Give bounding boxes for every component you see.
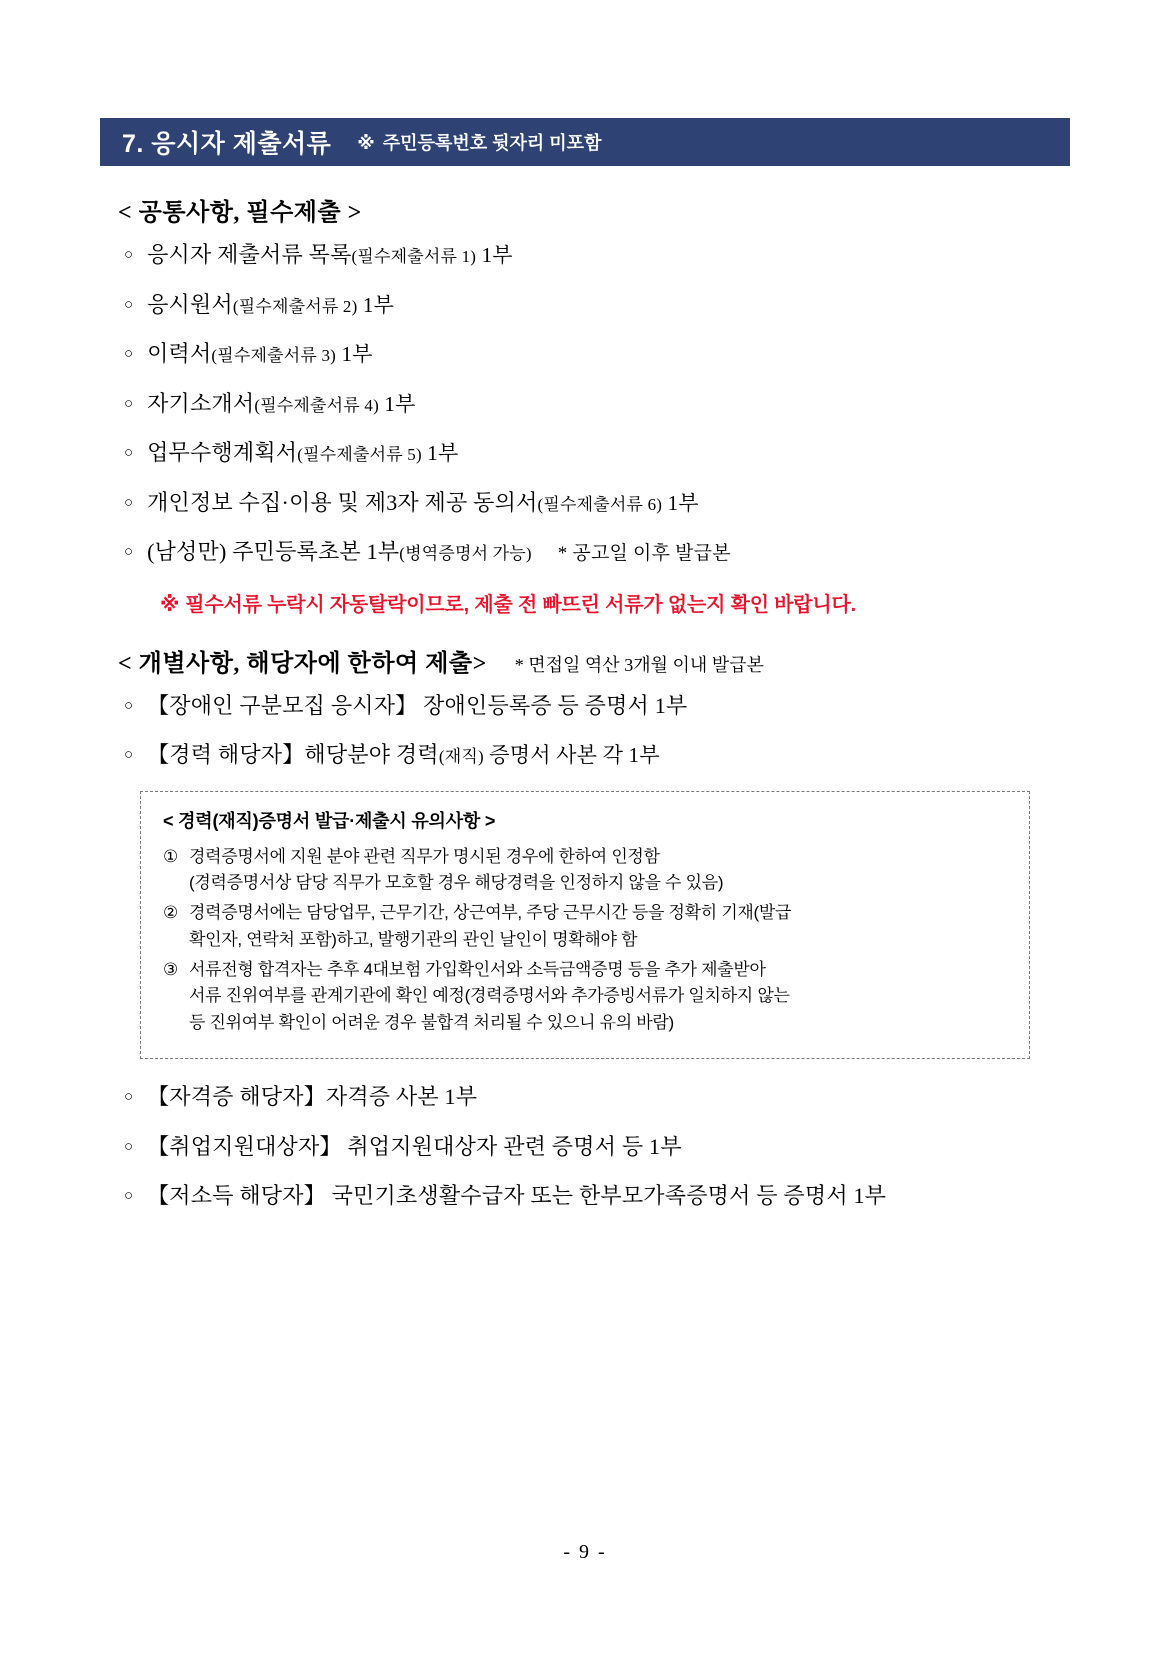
individual-section-heading-text: < 개별사항, 해당자에 한하여 제출> xyxy=(118,650,487,677)
list-item-note: (필수제출서류 1) xyxy=(351,247,477,266)
list-item-note: (필수제출서류 5) xyxy=(297,445,422,464)
list-item xyxy=(124,1083,1070,1111)
section-note xyxy=(357,129,601,155)
common-document-list xyxy=(100,241,1070,566)
circle-bullet-icon: ○ xyxy=(124,1089,134,1106)
note-box-row xyxy=(163,844,1007,897)
list-item-label xyxy=(147,538,731,566)
list-item-label xyxy=(147,340,373,368)
list-item-label xyxy=(147,489,699,517)
list-item-label: 【취업지원대상자】 취업지원대상자 관련 증명서 등 1부 xyxy=(147,1133,682,1159)
warning-text: 필수서류 누락시 자동탈락이므로, 제출 전 빠뜨린 서류가 없는지 확인 바랍니다. xyxy=(185,593,857,616)
circle-bullet-icon: ○ xyxy=(124,697,134,714)
note-number-icon: ② xyxy=(163,903,179,923)
list-item-main: 【장애인 구분모집 응시자】 장애인등록증 등 증명서 1부 xyxy=(147,692,688,718)
note-row-text xyxy=(189,957,1007,1036)
page-number: - 9 - xyxy=(563,1541,607,1563)
circle-bullet-icon: ○ xyxy=(124,346,134,362)
reference-mark-icon: ※ xyxy=(160,593,180,616)
list-item-main: 자기소개서 xyxy=(147,390,255,416)
list-item-note: (필수제출서류 3) xyxy=(211,346,337,365)
circle-bullet-icon: ○ xyxy=(124,395,134,412)
list-item-count: 1부 xyxy=(421,441,459,465)
section-header-bar xyxy=(100,118,1070,166)
list-item-main: (남성만) 주민등록초본 1부 xyxy=(147,539,400,564)
list-item-label xyxy=(147,291,394,319)
individual-section-heading-note: * 면접일 역산 3개월 이내 발급본 xyxy=(514,654,764,675)
note-number-icon: ③ xyxy=(163,960,179,980)
reference-mark-icon: ※ xyxy=(357,133,375,153)
career-certificate-note-box xyxy=(140,791,1030,1059)
note-row-line: 확인자, 연락처 포함)하고, 발행기관의 관인 날인이 명확해야 함 xyxy=(189,929,638,949)
list-item xyxy=(124,439,1070,467)
list-item-label xyxy=(147,439,458,467)
list-item-main: 【경력 해당자】해당분야 경력 xyxy=(147,742,439,768)
list-item-main: 업무수행계획서 xyxy=(147,440,298,465)
note-row-line: 경력증명서에 지원 분야 관련 직무가 명시된 경우에 한하여 인정함 xyxy=(189,846,660,866)
individual-document-list-top xyxy=(100,692,1070,769)
note-row-line: (경력증명서상 담당 직무가 모호할 경우 해당경력을 인정하지 않을 수 있음) xyxy=(189,872,724,892)
list-item-main: 개인정보 수집·이용 및 제3자 제공 동의서 xyxy=(147,489,538,515)
common-section-heading xyxy=(118,192,1070,227)
list-item xyxy=(124,340,1070,368)
list-item xyxy=(124,291,1070,319)
list-item-main: 이력서 xyxy=(147,341,212,366)
note-row-line: 등 진위여부 확인이 어려운 경우 불합격 처리될 수 있으니 유의 바람) xyxy=(189,1012,674,1032)
list-item-note: (재직) xyxy=(438,747,484,767)
list-item-count: 증명서 사본 각 1부 xyxy=(483,743,660,768)
individual-document-list-bottom xyxy=(100,1083,1070,1210)
list-item xyxy=(124,390,1070,418)
list-item-count: 1부 xyxy=(336,342,373,366)
circle-bullet-icon: ○ xyxy=(124,1188,134,1205)
list-item-main: 응시원서 xyxy=(147,291,233,317)
list-item-count: 1부 xyxy=(476,243,513,267)
list-item-label xyxy=(147,390,416,418)
list-item-label xyxy=(147,741,660,769)
list-item xyxy=(124,241,1070,269)
list-item-count: 1부 xyxy=(662,490,699,515)
section-note-text: 주민등록번호 뒷자리 미포함 xyxy=(382,133,602,153)
circle-bullet-icon: ○ xyxy=(124,494,134,511)
circle-bullet-icon: ○ xyxy=(124,296,134,313)
list-item-label: 【저소득 해당자】 국민기초생활수급자 또는 한부모가족증명서 등 증명서 1부 xyxy=(147,1183,887,1209)
circle-bullet-icon: ○ xyxy=(124,247,134,263)
list-item-note: (병역증명서 가능) xyxy=(399,544,532,563)
note-box-row xyxy=(163,957,1007,1036)
list-item xyxy=(124,489,1070,517)
list-item-main: 응시자 제출서류 목록 xyxy=(147,242,352,267)
list-item-note: (필수제출서류 2) xyxy=(232,296,358,316)
note-box-title: < 경력(재직)증명서 발급·제출시 유의사항 > xyxy=(163,810,496,831)
list-item-note: (필수제출서류 4) xyxy=(254,395,379,415)
note-row-text xyxy=(189,844,1007,897)
note-number-icon: ① xyxy=(163,846,179,866)
list-item xyxy=(124,741,1070,769)
circle-bullet-icon: ○ xyxy=(124,1138,134,1155)
note-box-row xyxy=(163,900,1007,953)
list-item xyxy=(124,538,1070,566)
common-section-heading-text: < 공통사항, 필수제출 > xyxy=(118,200,362,226)
list-item-label xyxy=(147,241,513,269)
note-row-text xyxy=(189,900,1007,953)
circle-bullet-icon: ○ xyxy=(124,544,134,560)
note-row-line: 서류 진위여부를 관계기관에 확인 예정(경력증명서와 추가증빙서류가 일치하지 않는 xyxy=(189,986,790,1006)
list-item xyxy=(124,692,1070,720)
list-item-label xyxy=(147,692,687,720)
required-documents-warning xyxy=(160,588,1070,617)
list-item xyxy=(124,1133,1070,1161)
section-title: 7. 응시자 제출서류 xyxy=(122,130,332,158)
circle-bullet-icon: ○ xyxy=(124,747,134,764)
note-row-line: 경력증명서에는 담당업무, 근무기간, 상근여부, 주당 근무시간 등을 정확히 기재(발급 xyxy=(189,903,792,923)
list-item-count: 1부 xyxy=(357,292,395,317)
list-item-label: 【자격증 해당자】자격증 사본 1부 xyxy=(147,1084,478,1110)
note-row-line: 서류전형 합격자는 추후 4대보험 가입확인서와 소득금액증명 등을 추가 제출받아 xyxy=(189,960,766,980)
individual-section-heading xyxy=(118,643,1070,678)
list-item-afternote: * 공고일 이후 발급본 xyxy=(557,543,731,564)
list-item-count: 1부 xyxy=(378,391,416,416)
list-item xyxy=(124,1182,1070,1210)
circle-bullet-icon: ○ xyxy=(124,445,134,461)
list-item-note: (필수제출서류 6) xyxy=(537,494,663,514)
